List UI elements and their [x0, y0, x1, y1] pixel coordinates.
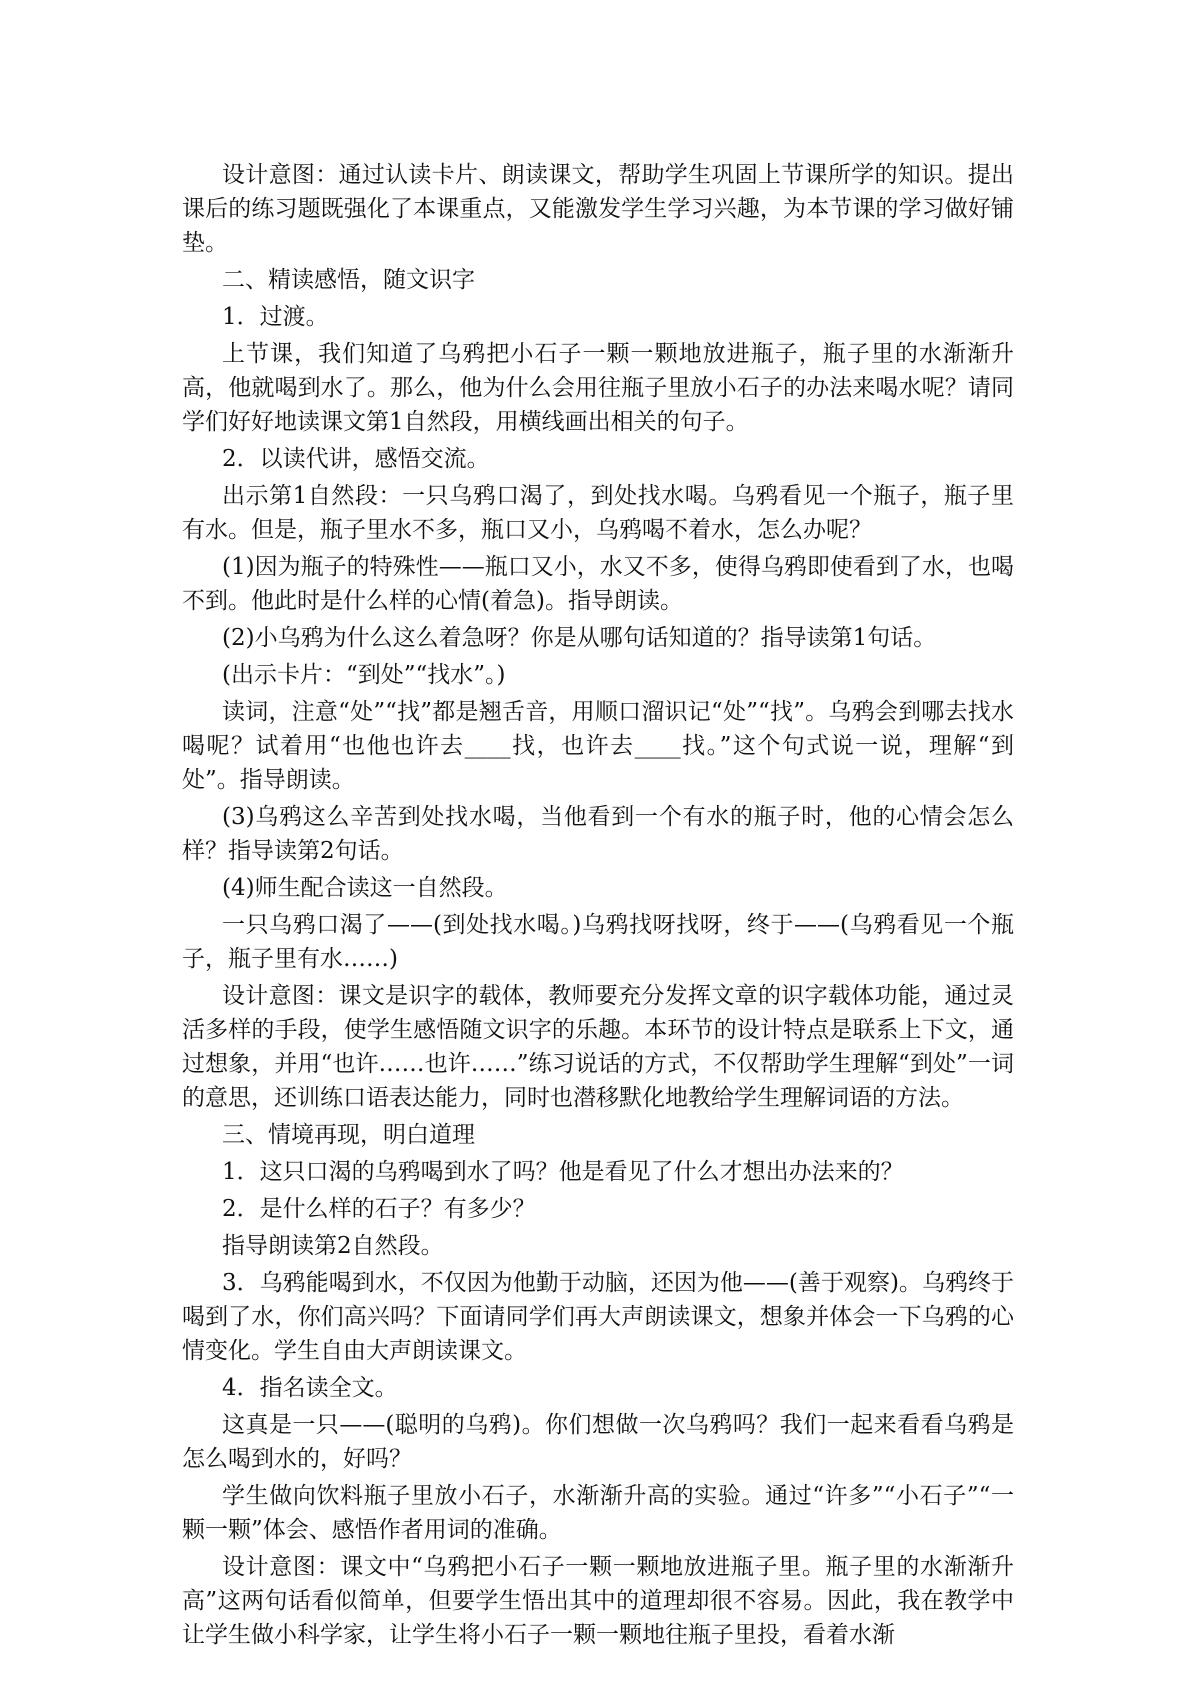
paragraph: 3．乌鸦能喝到水，不仅因为他勤于动脑，还因为他——(善于观察)。乌鸦终于喝到了水，你们高兴吗？下面请同学们再大声朗读课文，想象并体会一下乌鸦的心情变化。学生自由大声朗读课文。: [182, 1270, 1014, 1364]
paragraph: 4．指名读全文。: [222, 1375, 398, 1401]
paragraph: 一只乌鸦口渴了——(到处找水喝。)乌鸦找呀找呀，终于——(乌鸦看见一个瓶子，瓶子里有水……): [182, 912, 1014, 972]
document-body: [182, 158, 1014, 1655]
paragraph: 学生做向饮料瓶子里放小石子，水渐渐升高的实验。通过“许多”“小石子”“一颗一颗”体会、感悟作者用词的准确。: [182, 1483, 1014, 1543]
paragraph: 上节课，我们知道了乌鸦把小石子一颗一颗地放进瓶子，瓶子里的水渐渐升高，他就喝到水了。那么，他为什么会用往瓶子里放小石子的办法来喝水呢？请同学们好好地读课文第1自然段，用横线画出相关的句子。: [182, 341, 1014, 435]
paragraph: 指导朗读第2自然段。: [222, 1233, 444, 1259]
paragraph: (2)小乌鸦为什么这么着急呀？你是从哪句话知道的？指导读第1句话。: [222, 625, 937, 651]
paragraph: 设计意图：课文中“乌鸦把小石子一颗一颗地放进瓶子里。瓶子里的水渐渐升高”这两句话看似简单，但要学生悟出其中的道理却很不容易。因此，我在教学中让学生做小科学家，让学生将小石子一颗一颗地往瓶子里投，看着水渐: [182, 1554, 1014, 1648]
paragraph: 出示第1自然段：一只乌鸦口渴了，到处找水喝。乌鸦看见一个瓶子，瓶子里有水。但是，瓶子里水不多，瓶口又小，乌鸦喝不着水，怎么办呢？: [182, 483, 1014, 543]
paragraph: (1)因为瓶子的特殊性——瓶口又小，水又不多，使得乌鸦即使看到了水，也喝不到。他此时是什么样的心情(着急)。指导朗读。: [182, 554, 1014, 614]
paragraph: 这真是一只——(聪明的乌鸦)。你们想做一次乌鸦吗？我们一起来看看乌鸦是怎么喝到水的，好吗？: [182, 1412, 1014, 1472]
paragraph: 读词，注意“处”“找”都是翘舌音，用顺口溜识记“处”“找”。乌鸦会到哪去找水喝呢？试着用“也他也许去____找，也许去____找。”这个句式说一说，理解“到处”。指导朗读。: [182, 699, 1014, 793]
paragraph: 2．是什么样的石子？有多少？: [222, 1196, 536, 1222]
section-heading: 二、精读感悟，随文识字: [222, 267, 475, 293]
paragraph: 1．过渡。: [222, 304, 329, 330]
paragraph: 设计意图：通过认读卡片、朗读课文，帮助学生巩固上节课所学的知识。提出课后的练习题既强化了本课重点，又能激发学生学习兴趣，为本节课的学习做好铺垫。: [182, 162, 1014, 256]
paragraph: (3)乌鸦这么辛苦到处找水喝，当他看到一个有水的瓶子时，他的心情会怎么样？指导读第2句话。: [182, 804, 1014, 864]
paragraph: (4)师生配合读这一自然段。: [222, 875, 508, 901]
section-heading: 三、情境再现，明白道理: [222, 1122, 475, 1148]
paragraph: 设计意图：课文是识字的载体，教师要充分发挥文章的识字载体功能，通过灵活多样的手段，使学生感悟随文识字的乐趣。本环节的设计特点是联系上下文，通过想象，并用“也许……也许……”练习说话的方式，不仅帮助学生理解“到处”一词的意思，还训练口语表达能力，同时也潜移默化地教给学生理解词语的方法。: [182, 983, 1014, 1111]
paragraph: 1．这只口渴的乌鸦喝到水了吗？他是看见了什么才想出办法来的？: [222, 1159, 904, 1185]
paragraph: (出示卡片：“到处”“找水”。): [222, 662, 506, 688]
paragraph: 2．以读代讲，感悟交流。: [222, 446, 490, 472]
